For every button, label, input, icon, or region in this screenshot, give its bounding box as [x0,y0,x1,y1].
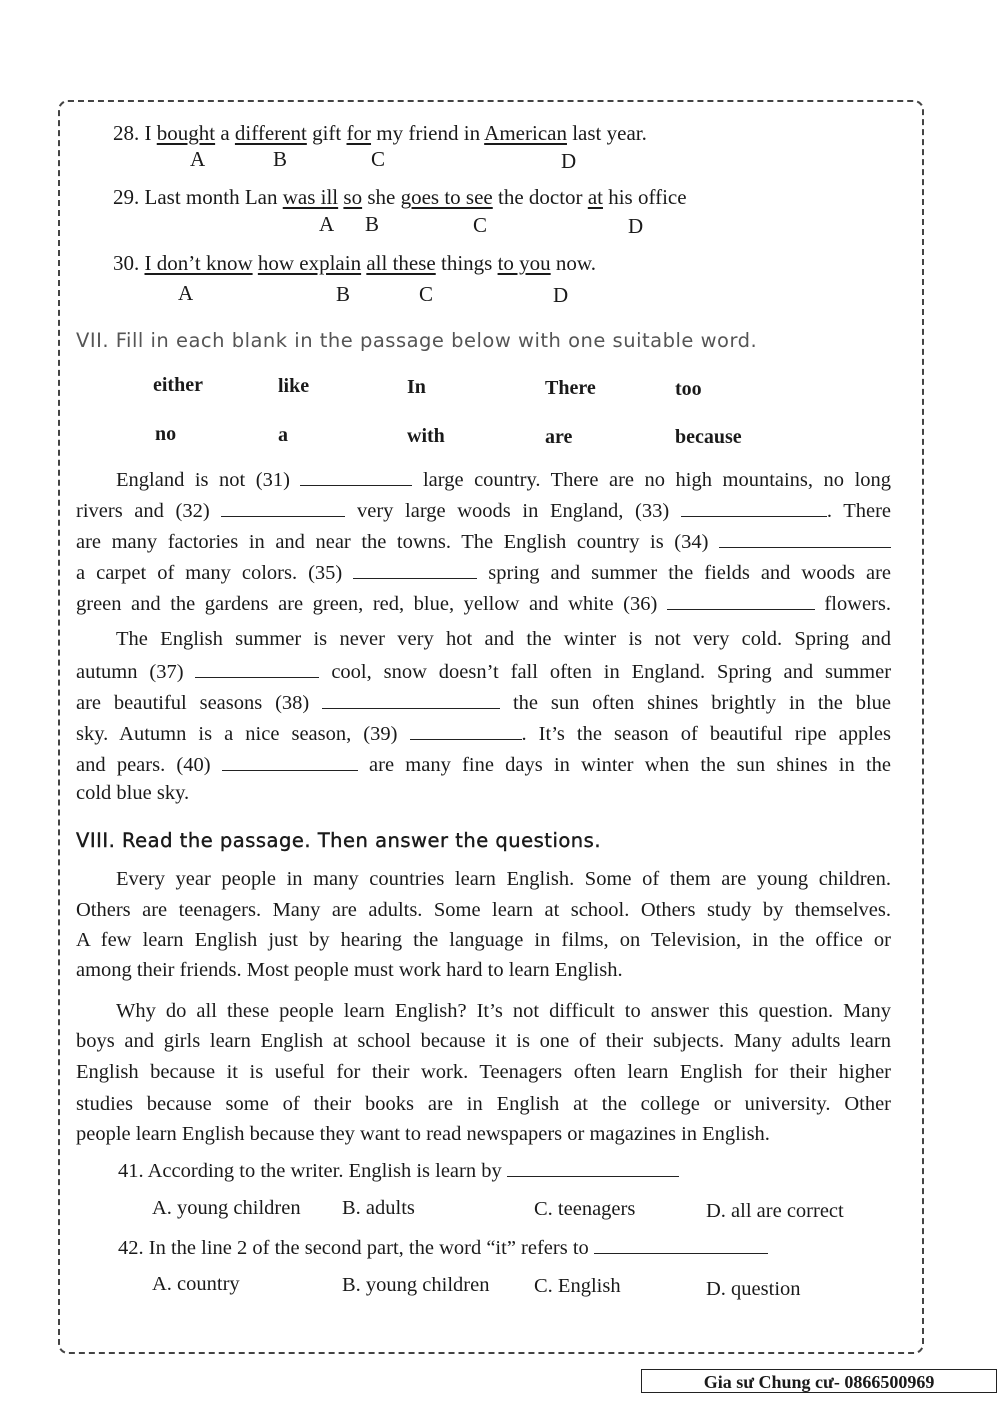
question-28: 28. I bought a different gift for my friend in American last year. [113,121,647,145]
section-7-heading: VII. Fill in each blank in the passage below with one suitable word. [76,329,758,352]
question-41: 41. According to the writer. English is learn by [118,1158,679,1183]
passage-line: boys and girls learn English at school because it is one of their subjects. Many adults learn [76,1030,891,1052]
label-c: C [473,213,488,237]
blank-39[interactable] [410,721,522,740]
label-a: A [178,281,194,305]
option-a-underlined: bought [156,121,216,145]
option-b-underlined: so [343,185,363,209]
word-too: too [675,378,702,400]
option-a[interactable]: A. country [152,1273,240,1295]
option-c-underlined: for [346,121,372,145]
option-b-underlined: how explain [257,251,362,275]
passage-line: Every year people in many countries learn English. Some of them are young children. [116,868,891,890]
blank-32[interactable] [221,498,345,517]
passage-line: are many factories in and near the towns. The English country is (34) [76,529,891,554]
passage-line: people learn English because they want to read newspapers or magazines in English. [76,1123,770,1145]
passage-line: studies because some of their books are in English at the college or university. Other [76,1093,891,1115]
option-c[interactable]: C. English [534,1275,621,1297]
word-with: with [407,425,445,447]
word-in: In [407,376,426,398]
passage-line: and pears. (40) are many fine days in winter when the sun shines in the [76,754,892,776]
blank-38[interactable] [322,690,500,709]
option-d[interactable]: D. question [706,1278,801,1300]
option-b[interactable]: B. young children [342,1274,490,1296]
word-either: either [153,374,203,396]
option-d-underlined: at [587,185,603,209]
passage-line: autumn (37) cool, snow doesn’t fall often in England. Spring and summer [76,661,892,683]
label-d: D [628,214,644,238]
answer-blank-41[interactable] [507,1158,679,1177]
question-42: 42. In the line 2 of the second part, the word “it” refers to [118,1235,768,1260]
passage-line: England is not (31) large country. There are no high mountains, no long [116,469,892,491]
passage-line: rivers and (32) very large woods in England, (33) . There [76,500,892,522]
passage-line: Why do all these people learn English? It’s not difficult to answer this question. Many [116,1000,891,1022]
passage-line: English because it is useful for their work. Teenagers often learn English for their higher [76,1061,891,1083]
label-b: B [273,147,288,171]
blank-34[interactable] [719,529,891,548]
word-are: are [545,426,573,448]
passage-line: cold blue sky. [76,782,190,804]
label-a: A [319,212,335,236]
question-30: 30. I don’t know how explain all these things to you now. [113,251,596,275]
option-d-underlined: American [484,121,567,145]
option-b[interactable]: B. adults [342,1197,415,1219]
label-d: D [553,283,569,307]
blank-33[interactable] [681,498,827,517]
passage-line: A few learn English just by hearing the language in films, on Television, in the office or [76,929,891,951]
label-d: D [561,149,577,173]
blank-40[interactable] [222,752,358,771]
footer-contact-box: Gia sư Chung cư- 0866500969 [641,1369,997,1393]
section-8-heading: VIII. Read the passage. Then answer the questions. [76,829,602,852]
passage-line: a carpet of many colors. (35) spring and summer the fields and woods are [76,562,891,584]
answer-blank-42[interactable] [594,1235,768,1254]
option-a-underlined: I don’t know [144,251,253,275]
passage-line: The English summer is never very hot and the winter is not very cold. Spring and [116,628,891,650]
word-there: There [545,377,596,399]
label-c: C [419,282,434,306]
option-d[interactable]: D. all are correct [706,1200,844,1222]
label-b: B [336,282,351,306]
option-c[interactable]: C. teenagers [534,1198,636,1220]
option-c-underlined: goes to see [400,185,493,209]
question-29: 29. Last month Lan was ill so she goes to see the doctor at his office [113,185,687,209]
option-d-underlined: to you [497,251,551,275]
word-a: a [278,424,288,446]
passage-line: among their friends. Most people must work hard to learn English. [76,959,623,981]
option-b-underlined: different [234,121,307,145]
passage-line: are beautiful seasons (38) the sun often shines brightly in the blue [76,692,892,714]
passage-line: Others are teenagers. Many are adults. Some learn at school. Others study by themselves. [76,899,891,921]
word-like: like [278,375,310,397]
passage-line: green and the gardens are green, red, blue, yellow and white (36) flowers. [76,593,892,615]
label-a: A [190,147,206,171]
blank-36[interactable] [667,591,815,610]
option-a[interactable]: A. young children [152,1197,301,1219]
option-a-underlined: was ill [282,185,339,209]
label-b: B [365,212,380,236]
word-no: no [155,423,177,445]
blank-37[interactable] [195,659,319,678]
passage-line: sky. Autumn is a nice season, (39) . It’s the season of beautiful ripe apples [76,723,892,745]
label-c: C [371,147,386,171]
blank-31[interactable] [300,467,412,486]
option-c-underlined: all these [366,251,436,275]
word-because: because [675,426,742,448]
blank-35[interactable] [353,560,477,579]
